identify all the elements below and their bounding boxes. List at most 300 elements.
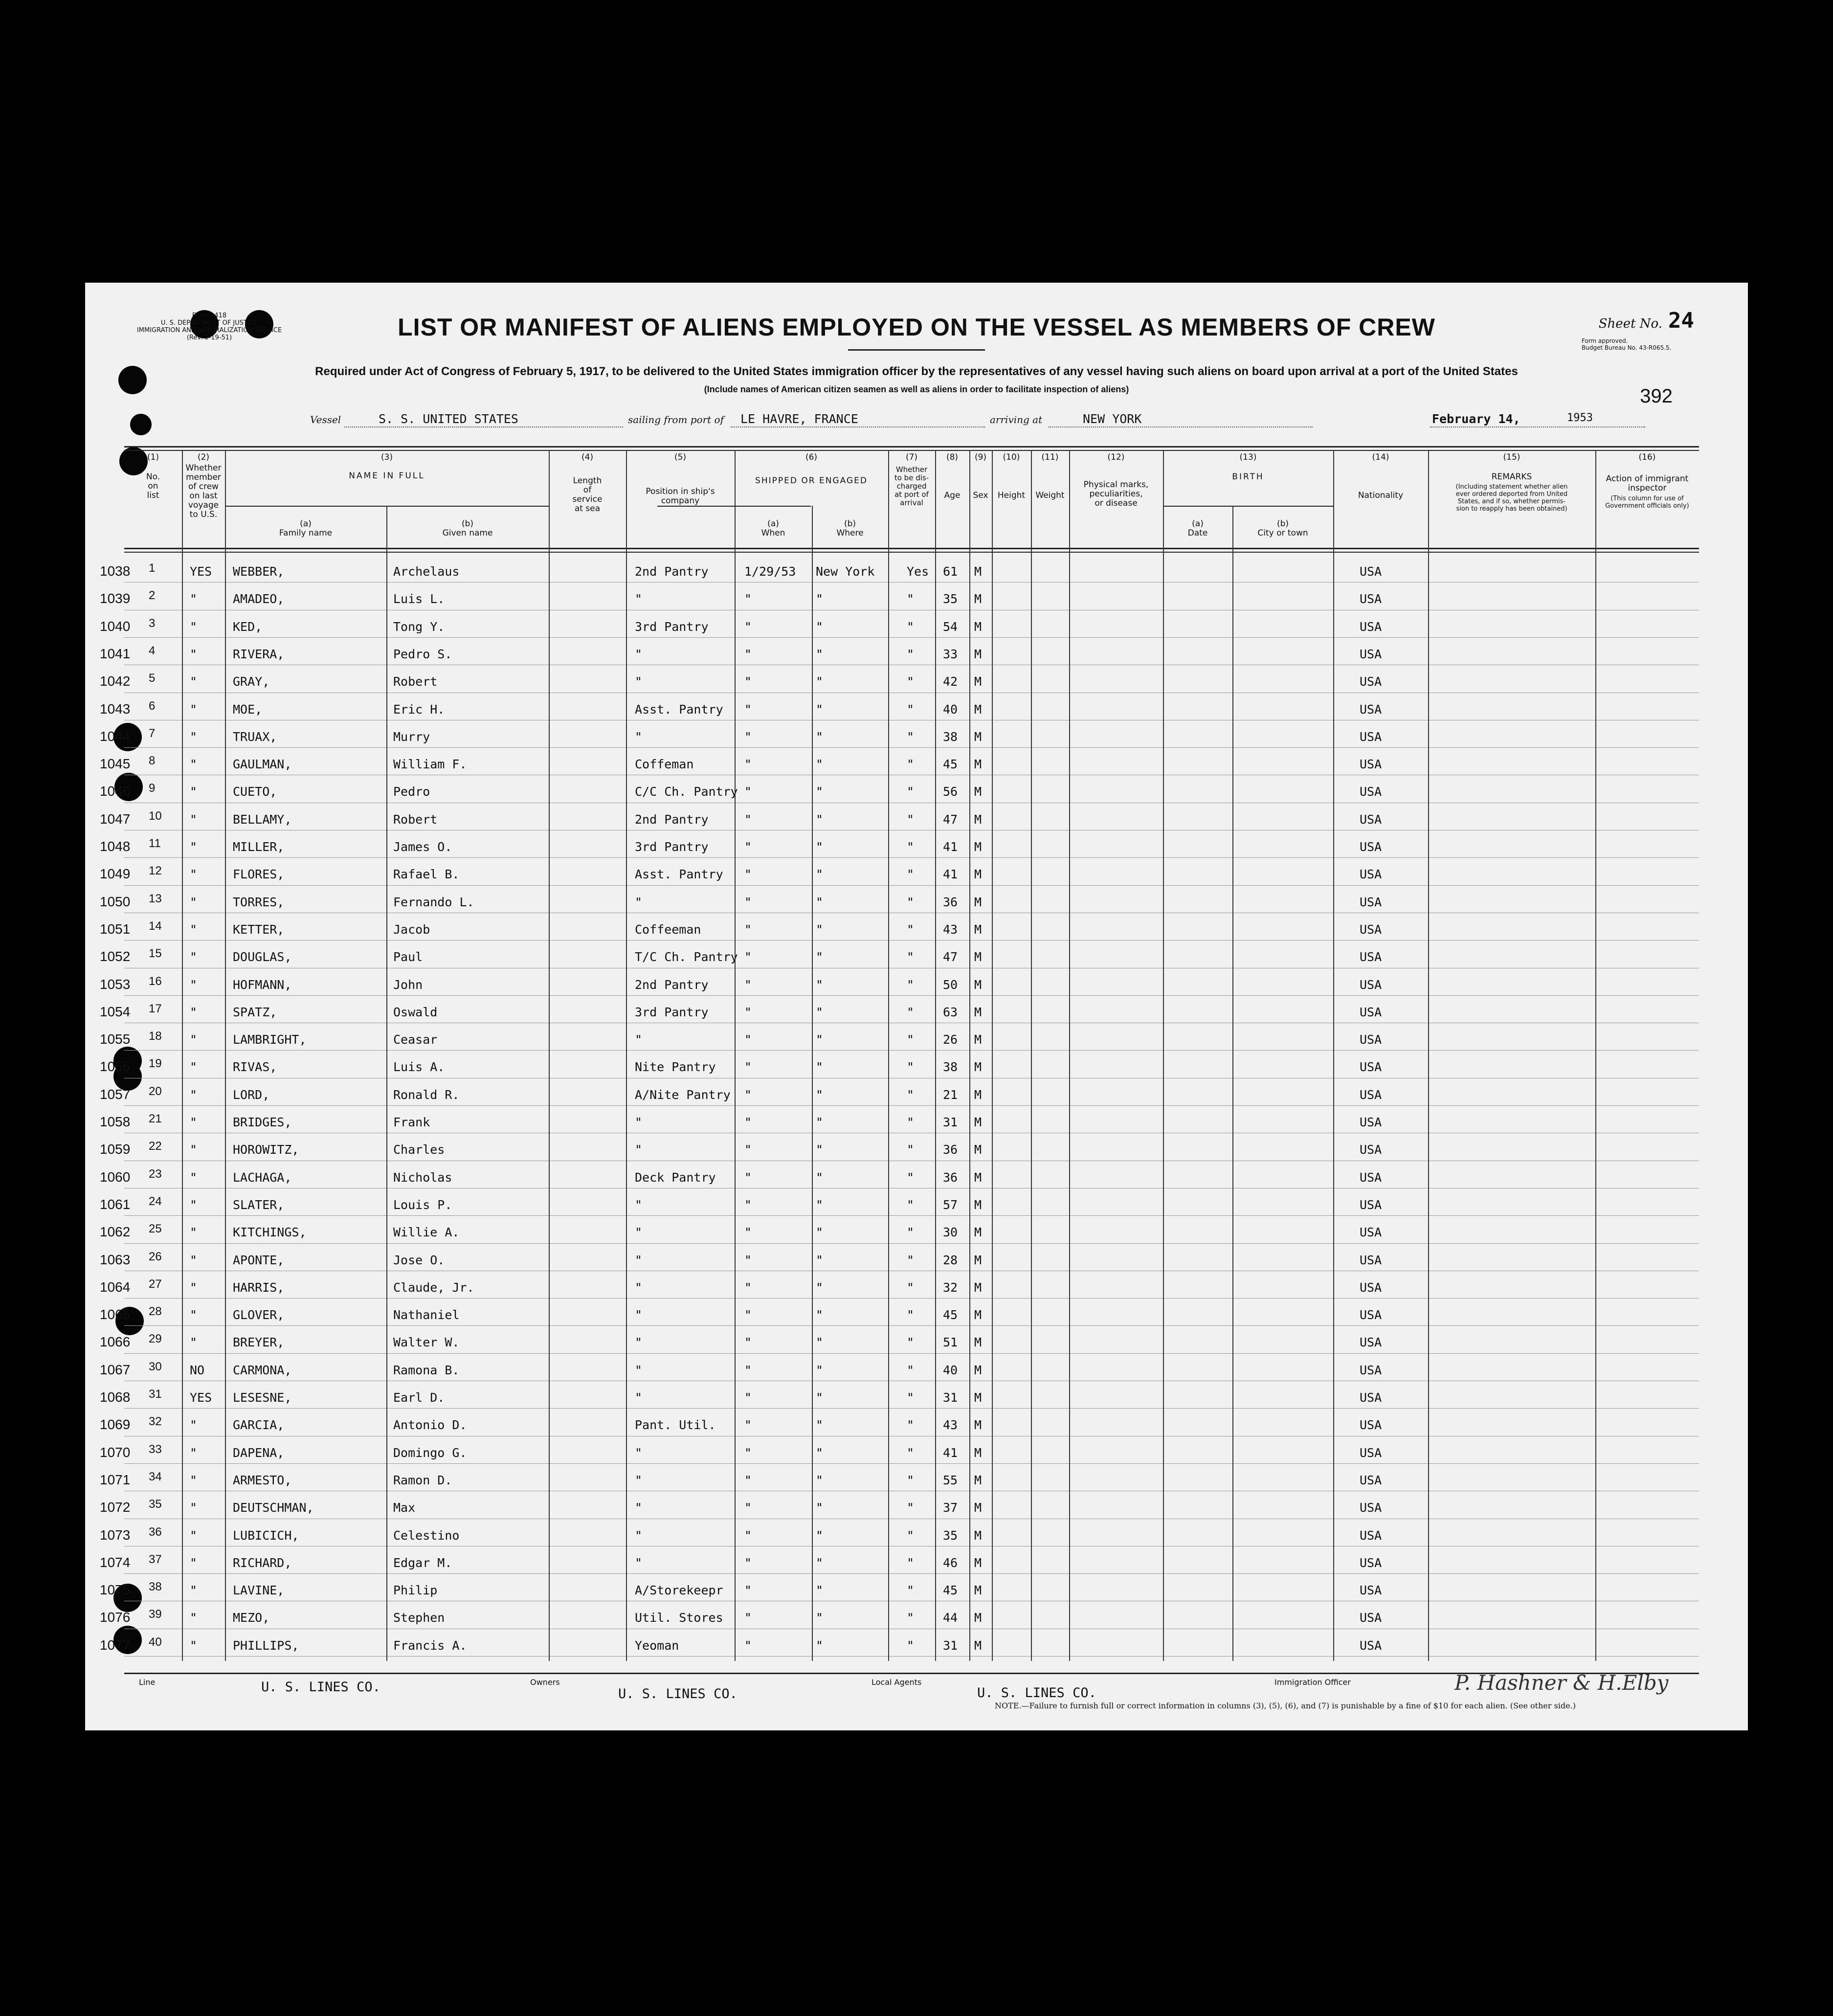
table-top-rule-inner (124, 450, 1699, 451)
discharge-cell: " (907, 1170, 915, 1185)
nationality-cell: USA (1360, 1335, 1382, 1350)
position-cell: " (635, 1142, 643, 1157)
age-cell: 43 (943, 1418, 958, 1433)
shipped-when-cell: " (744, 619, 752, 634)
discharge-cell: " (907, 619, 915, 634)
sex-cell: M (974, 1418, 982, 1433)
list-number-cell: 36 (149, 1525, 162, 1539)
sex-cell: M (974, 784, 982, 799)
list-number-cell: 27 (149, 1277, 162, 1291)
sex-cell: M (974, 729, 982, 744)
discharge-cell: " (907, 867, 915, 882)
sex-cell: M (974, 1005, 982, 1019)
line-label: Line (139, 1678, 156, 1687)
nationality-cell: USA (1360, 950, 1382, 964)
age-cell: 47 (943, 950, 958, 964)
shipped-when-cell: " (744, 1087, 752, 1102)
position-cell: " (635, 1335, 643, 1350)
discharge-cell: " (907, 1638, 915, 1653)
shipped-where-cell: " (816, 619, 824, 634)
column-rule (1333, 450, 1334, 1661)
sex-cell: M (974, 619, 982, 634)
shipped-where-cell: " (816, 674, 824, 689)
given-name-cell: Charles (393, 1142, 445, 1157)
discharge-cell: " (907, 729, 915, 744)
sex-cell: M (974, 1253, 982, 1267)
family-name-cell: FLORES, (233, 867, 285, 882)
list-number-cell: 29 (149, 1332, 162, 1346)
manifest-reference-number: 1039 (100, 591, 131, 606)
nationality-cell: USA (1360, 1142, 1382, 1157)
family-name-cell: ARMESTO, (233, 1473, 292, 1487)
position-cell: 2nd Pantry (635, 977, 709, 992)
age-cell: 40 (943, 702, 958, 717)
shipped-when-cell: " (744, 592, 752, 606)
sailing-label: sailing from port of (628, 414, 724, 426)
shipped-where-cell: " (816, 1583, 824, 1598)
family-name-cell: MOE, (233, 702, 263, 717)
nationality-cell: USA (1360, 1005, 1382, 1019)
age-cell: 63 (943, 1005, 958, 1019)
list-number-cell: 19 (149, 1057, 162, 1071)
agents-value: U. S. LINES CO. (977, 1685, 1096, 1701)
shipped-when-cell: " (744, 1253, 752, 1267)
col16-number: (16) (1638, 452, 1656, 462)
age-cell: 45 (943, 1583, 958, 1598)
vessel-name: S. S. UNITED STATES (379, 412, 518, 426)
discharge-cell: " (907, 1611, 915, 1625)
vessel-underline (344, 426, 623, 427)
family-name-cell: LAMBRIGHT, (233, 1032, 307, 1047)
given-name-cell: John (393, 977, 423, 992)
shipped-where-cell: " (816, 647, 824, 661)
shipped-where-cell: " (816, 1142, 824, 1157)
punch-hole (130, 414, 152, 435)
col16-subheader: (This column for use of Government officials only) (1605, 495, 1689, 510)
nationality-cell: USA (1360, 592, 1382, 606)
manifest-reference-number: 1072 (100, 1500, 131, 1515)
discharge-cell: " (907, 950, 915, 964)
col12-header: Physical marks, peculiarities, or disease (1083, 480, 1149, 508)
previous-voyage-cell: " (190, 784, 198, 799)
given-name-cell: Francis A. (393, 1638, 467, 1653)
list-number-cell: 31 (149, 1388, 162, 1401)
list-number-cell: 18 (149, 1030, 162, 1043)
position-cell: Yeoman (635, 1638, 679, 1653)
list-number-cell: 1 (149, 561, 156, 575)
list-number-cell: 14 (149, 919, 162, 933)
manifest-reference-number: 1051 (100, 921, 131, 937)
manifest-reference-number: 1052 (100, 949, 131, 964)
table-row (100, 1523, 1699, 1551)
position-cell: A/Storekeepr (635, 1583, 723, 1598)
shipped-where-cell: " (816, 1501, 824, 1515)
list-number-cell: 9 (149, 782, 156, 795)
manifest-reference-number: 1059 (100, 1142, 131, 1157)
shipped-where-cell: " (816, 1115, 824, 1129)
shipped-where-cell: " (816, 1390, 824, 1405)
family-name-cell: CUETO, (233, 784, 277, 799)
col3a-header: (a) Family name (279, 519, 333, 538)
age-cell: 26 (943, 1032, 958, 1047)
shipped-when-cell: " (744, 1308, 752, 1322)
sex-cell: M (974, 1390, 982, 1405)
list-number-cell: 30 (149, 1360, 162, 1373)
position-cell: Pant. Util. (635, 1418, 716, 1433)
position-cell: " (635, 1528, 643, 1543)
column-rule (1031, 450, 1032, 1661)
age-cell: 21 (943, 1087, 958, 1102)
col13-header: BIRTH (1232, 472, 1264, 482)
given-name-cell: Earl D. (393, 1390, 445, 1405)
family-name-cell: TRUAX, (233, 729, 277, 744)
discharge-cell: " (907, 1032, 915, 1047)
arriving-label: arriving at (990, 414, 1043, 426)
manifest-reference-number: 1042 (100, 673, 131, 689)
family-name-cell: BELLAMY, (233, 812, 292, 827)
shipped-when-cell: " (744, 729, 752, 744)
position-cell: " (635, 1390, 643, 1405)
shipped-where-cell: " (816, 757, 824, 772)
family-name-cell: GARCIA, (233, 1418, 285, 1433)
previous-voyage-cell: YES (190, 564, 212, 579)
manifest-reference-number: 1063 (100, 1252, 131, 1267)
stamped-number: 392 (1640, 385, 1673, 407)
given-name-cell: Max (393, 1501, 416, 1515)
manifest-reference-number: 1047 (100, 811, 131, 827)
table-top-rule (124, 446, 1699, 448)
list-number-cell: 3 (149, 616, 156, 630)
sex-cell: M (974, 867, 982, 882)
list-number-cell: 35 (149, 1498, 162, 1511)
shipped-when-cell: " (744, 1638, 752, 1653)
age-cell: 56 (943, 784, 958, 799)
nationality-cell: USA (1360, 1032, 1382, 1047)
column-rule (888, 450, 889, 1661)
family-name-cell: MEZO, (233, 1611, 270, 1625)
col10-header: Height (997, 491, 1026, 500)
discharge-cell: " (907, 1225, 915, 1240)
discharge-cell: " (907, 812, 915, 827)
family-name-cell: RIVAS, (233, 1060, 277, 1075)
shipped-when-cell: " (744, 1555, 752, 1570)
table-row (100, 670, 1699, 697)
title-underline (848, 349, 985, 351)
shipped-where-cell: " (816, 1253, 824, 1267)
shipped-when-cell: " (744, 1418, 752, 1433)
sex-cell: M (974, 1501, 982, 1515)
sheet-number-value: 24 (1668, 308, 1694, 333)
manifest-reference-number: 1069 (100, 1417, 131, 1433)
manifest-reference-number: 1048 (100, 839, 131, 854)
page-title: LIST OR MANIFEST OF ALIENS EMPLOYED ON THE VESSEL AS MEMBERS OF CREW (398, 314, 1435, 341)
given-name-cell: Antonio D. (393, 1418, 467, 1433)
column-rule (735, 450, 736, 1661)
date-underline (1430, 426, 1645, 427)
nationality-cell: USA (1360, 1253, 1382, 1267)
position-cell: " (635, 729, 643, 744)
shipped-where-cell: " (816, 1473, 824, 1487)
family-name-cell: BRIDGES, (233, 1115, 292, 1129)
manifest-reference-number: 1050 (100, 894, 131, 909)
nationality-cell: USA (1360, 757, 1382, 772)
shipped-when-cell: " (744, 702, 752, 717)
nationality-cell: USA (1360, 1418, 1382, 1433)
footer-note: NOTE.—Failure to furnish full or correct information in columns (3), (5), (6), and (7) is punishable by a fine of $10 for each alien. (See other side.) (995, 1701, 1576, 1710)
discharge-cell: " (907, 895, 915, 909)
given-name-cell: Jose O. (393, 1253, 445, 1267)
age-cell: 40 (943, 1363, 958, 1377)
manifest-reference-number: 1045 (100, 756, 131, 772)
family-name-cell: AMADEO, (233, 592, 285, 606)
nationality-cell: USA (1360, 1170, 1382, 1185)
column-rule (549, 450, 550, 1661)
discharge-cell: " (907, 1473, 915, 1487)
position-cell: 3rd Pantry (635, 619, 709, 634)
shipped-when-cell: " (744, 1501, 752, 1515)
discharge-cell: " (907, 1087, 915, 1102)
given-name-cell: Rafael B. (393, 867, 460, 882)
age-cell: 31 (943, 1638, 958, 1653)
column-rule (386, 506, 387, 1661)
manifest-reference-number: 1067 (100, 1362, 131, 1377)
column-rule (182, 450, 183, 1661)
list-number-cell: 32 (149, 1415, 162, 1429)
shipped-where-cell: " (816, 1060, 824, 1075)
age-cell: 43 (943, 922, 958, 937)
previous-voyage-cell: YES (190, 1390, 212, 1405)
list-number-cell: 20 (149, 1084, 162, 1098)
position-cell: " (635, 1032, 643, 1047)
previous-voyage-cell: " (190, 1611, 198, 1625)
sex-cell: M (974, 702, 982, 717)
discharge-cell: " (907, 1363, 915, 1377)
shipped-when-cell: " (744, 1060, 752, 1075)
shipped-when-cell: " (744, 757, 752, 772)
previous-voyage-cell: " (190, 840, 198, 854)
sex-cell: M (974, 1528, 982, 1543)
shipped-subheader-rule (657, 506, 811, 507)
discharge-cell: Yes (907, 564, 929, 579)
requirement-text: Required under Act of Congress of February 5, 1917, to be delivered to the United States immigration officer by the representatives of any vessel having such aliens on board upon arrival at a port of the United States (315, 365, 1518, 378)
sex-cell: M (974, 1060, 982, 1075)
shipped-when-cell: " (744, 1280, 752, 1295)
col3-number: (3) (380, 452, 393, 462)
col3b-header: (b) Given name (442, 519, 493, 538)
list-number-cell: 11 (149, 837, 161, 850)
sex-cell: M (974, 1638, 982, 1653)
position-cell: " (635, 1473, 643, 1487)
manifest-reference-number: 1070 (100, 1444, 131, 1460)
shipped-when-cell: " (744, 1611, 752, 1625)
position-cell: Coffeeman (635, 922, 701, 937)
sex-cell: M (974, 647, 982, 661)
position-cell: T/C Ch. Pantry (635, 950, 738, 964)
birth-subheader-rule (1163, 506, 1333, 507)
nationality-cell: USA (1360, 1638, 1382, 1653)
age-cell: 35 (943, 592, 958, 606)
table-row (100, 1165, 1699, 1193)
nationality-cell: USA (1360, 1308, 1382, 1322)
table-row (100, 1193, 1699, 1220)
sex-cell: M (974, 1115, 982, 1129)
column-rule (1595, 450, 1596, 1661)
given-name-cell: Eric H. (393, 702, 445, 717)
position-cell: A/Nite Pantry (635, 1087, 731, 1102)
family-name-cell: RIVERA, (233, 647, 285, 661)
family-name-cell: LAVINE, (233, 1583, 285, 1598)
list-number-cell: 38 (149, 1580, 162, 1594)
shipped-when-cell: " (744, 674, 752, 689)
shipped-where-cell: " (816, 702, 824, 717)
owners-value: U. S. LINES CO. (618, 1686, 738, 1702)
list-number-cell: 13 (149, 892, 162, 905)
discharge-cell: " (907, 1501, 915, 1515)
previous-voyage-cell: " (190, 950, 198, 964)
sheet-number (1599, 308, 1694, 333)
shipped-where-cell: " (816, 1170, 824, 1185)
footer (124, 1671, 1699, 1715)
position-cell: Deck Pantry (635, 1170, 716, 1185)
given-name-cell: Stephen (393, 1611, 445, 1625)
list-number-cell: 4 (149, 644, 156, 657)
list-number-cell: 22 (149, 1140, 162, 1153)
previous-voyage-cell: " (190, 1253, 198, 1267)
discharge-cell: " (907, 1197, 915, 1212)
shipped-where-cell: " (816, 1308, 824, 1322)
given-name-cell: Ramona B. (393, 1363, 460, 1377)
manifest-sheet (85, 283, 1748, 1730)
col13a-header: (a) Date (1187, 519, 1208, 538)
age-cell: 44 (943, 1611, 958, 1625)
previous-voyage-cell: " (190, 1308, 198, 1322)
age-cell: 55 (943, 1473, 958, 1487)
sex-cell: M (974, 1445, 982, 1460)
shipped-when-cell: " (744, 977, 752, 992)
position-cell: " (635, 1115, 643, 1129)
shipped-where-cell: " (816, 1335, 824, 1350)
family-name-cell: LESESNE, (233, 1390, 292, 1405)
list-number-cell: 2 (149, 589, 156, 603)
sex-cell: M (974, 1473, 982, 1487)
given-name-cell: Walter W. (393, 1335, 460, 1350)
given-name-cell: James O. (393, 840, 452, 854)
col13b-header: (b) City or town (1257, 519, 1308, 538)
col15-number: (15) (1503, 452, 1520, 462)
shipped-when-cell: " (744, 895, 752, 909)
nationality-cell: USA (1360, 812, 1382, 827)
family-name-cell: TORRES, (233, 895, 285, 909)
vessel-label: Vessel (310, 414, 341, 426)
previous-voyage-cell: " (190, 674, 198, 689)
family-name-cell: SLATER, (233, 1197, 285, 1212)
table-row (100, 587, 1699, 614)
position-cell: " (635, 1308, 643, 1322)
manifest-reference-number: 1053 (100, 976, 131, 992)
previous-voyage-cell: " (190, 702, 198, 717)
col2-header: Whether member of crew on last voyage to U.S. (185, 463, 222, 519)
manifest-reference-number: 1064 (100, 1279, 131, 1295)
shipped-when-cell: " (744, 1445, 752, 1460)
shipped-where-cell: " (816, 977, 824, 992)
list-number-cell: 7 (149, 726, 156, 740)
column-rule (626, 450, 627, 1661)
col9-header: Sex (973, 491, 988, 500)
manifest-reference-number: 1062 (100, 1224, 131, 1240)
previous-voyage-cell: " (190, 812, 198, 827)
previous-voyage-cell: " (190, 1583, 198, 1598)
discharge-cell: " (907, 840, 915, 854)
manifest-reference-number: 1040 (100, 618, 131, 634)
col2-number: (2) (197, 452, 210, 462)
owners-label: Owners (530, 1678, 560, 1687)
discharge-cell: " (907, 674, 915, 689)
previous-voyage-cell: " (190, 1280, 198, 1295)
shipped-when-cell: " (744, 1473, 752, 1487)
list-number-cell: 39 (149, 1608, 162, 1621)
list-number-cell: 37 (149, 1552, 162, 1566)
table-row (100, 807, 1699, 835)
family-name-cell: BREYER, (233, 1335, 285, 1350)
sex-cell: M (974, 1555, 982, 1570)
agents-label: Local Agents (872, 1678, 922, 1687)
discharge-cell: " (907, 647, 915, 661)
list-number-cell: 28 (149, 1305, 162, 1319)
col11-header: Weight (1035, 491, 1065, 500)
sex-cell: M (974, 757, 982, 772)
given-name-cell: Louis P. (393, 1197, 452, 1212)
family-name-cell: HARRIS, (233, 1280, 285, 1295)
sex-cell: M (974, 564, 982, 579)
port-from-underline (731, 426, 985, 427)
col5-header: Position in ship's company (646, 487, 715, 506)
previous-voyage-cell: " (190, 647, 198, 661)
position-cell: " (635, 1555, 643, 1570)
list-number-cell: 21 (149, 1112, 162, 1125)
given-name-cell: Oswald (393, 1005, 438, 1019)
age-cell: 37 (943, 1501, 958, 1515)
col7-header: Whether to be dis- charged at port of arrival (894, 465, 929, 507)
table-row (100, 835, 1699, 862)
column-rule (1428, 450, 1429, 1661)
age-cell: 38 (943, 729, 958, 744)
sex-cell: M (974, 895, 982, 909)
col3-header: NAME IN FULL (349, 471, 425, 481)
shipped-when-cell: " (744, 1197, 752, 1212)
sex-cell: M (974, 922, 982, 937)
manifest-reference-number: 1073 (100, 1527, 131, 1543)
position-cell: C/C Ch. Pantry (635, 784, 738, 799)
table-row (100, 918, 1699, 945)
table-row (100, 1083, 1699, 1110)
sex-cell: M (974, 1335, 982, 1350)
previous-voyage-cell: " (190, 1335, 198, 1350)
table-row (100, 1606, 1699, 1633)
list-number-cell: 26 (149, 1250, 162, 1263)
age-cell: 30 (943, 1225, 958, 1240)
shipped-when-cell: " (744, 1005, 752, 1019)
age-cell: 41 (943, 840, 958, 854)
previous-voyage-cell: " (190, 1005, 198, 1019)
previous-voyage-cell: " (190, 729, 198, 744)
shipped-where-cell: " (816, 840, 824, 854)
table-row (100, 642, 1699, 670)
previous-voyage-cell: " (190, 1638, 198, 1653)
family-name-cell: PHILLIPS, (233, 1638, 299, 1653)
shipped-when-cell: " (744, 812, 752, 827)
col15-subheader: (Including statement whether alien ever ordered deported from United States, and if so, whether permis- sion to reapply has been obtained) (1455, 483, 1568, 513)
list-number-cell: 34 (149, 1470, 162, 1483)
